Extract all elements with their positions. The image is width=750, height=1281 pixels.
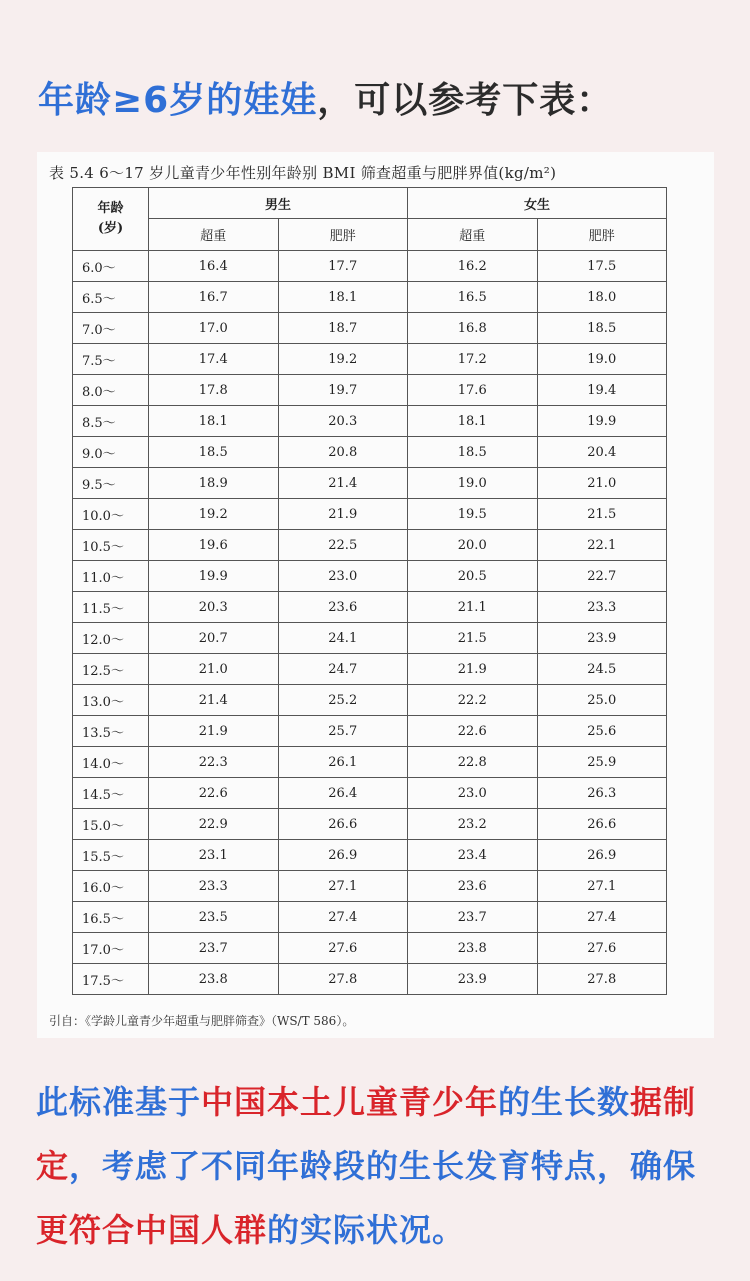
male-obese-cell: 26.1 (278, 747, 408, 778)
age-cell: 7.0～ (73, 313, 149, 344)
table-row (73, 623, 667, 654)
male-overweight-cell: 23.7 (149, 933, 279, 964)
explanation-segment: ，考虑了不同年龄段的生长发育特点，确保 (69, 1147, 697, 1185)
male-obese-header: 肥胖 (278, 219, 408, 251)
table-source: 引自：《学龄儿童青少年超重与肥胖筛查》（WS/T 586）。 (49, 1014, 355, 1028)
female-overweight-cell: 16.2 (408, 251, 538, 282)
age-cell: 6.5～ (73, 282, 149, 313)
male-obese-cell: 26.6 (278, 809, 408, 840)
male-overweight-cell: 21.0 (149, 654, 279, 685)
male-obese-cell: 22.5 (278, 530, 408, 561)
female-obese-header: 肥胖 (537, 219, 667, 251)
bmi-table (72, 187, 667, 995)
table-row (73, 437, 667, 468)
female-obese-cell: 25.0 (537, 685, 667, 716)
table-row (73, 809, 667, 840)
female-obese-cell: 22.7 (537, 561, 667, 592)
female-obese-cell: 23.3 (537, 592, 667, 623)
age-cell: 10.0～ (73, 499, 149, 530)
heading-highlight: 年龄≥6岁的娃娃 (38, 80, 318, 121)
female-obese-cell: 27.4 (537, 902, 667, 933)
table-row (73, 716, 667, 747)
table-caption: 表 5.4 6～17 岁儿童青少年性别年龄别 BMI 筛查超重与肥胖界值(kg/m²) (49, 164, 557, 182)
explanation-segment: 据制定 (36, 1083, 697, 1185)
age-cell: 14.5～ (73, 778, 149, 809)
male-overweight-cell: 21.4 (149, 685, 279, 716)
female-header: 女生 (408, 188, 667, 219)
female-obese-cell: 21.0 (537, 468, 667, 499)
male-obese-cell: 17.7 (278, 251, 408, 282)
male-obese-cell: 19.7 (278, 375, 408, 406)
female-overweight-cell: 21.1 (408, 592, 538, 623)
female-overweight-cell: 23.2 (408, 809, 538, 840)
female-overweight-cell: 23.9 (408, 964, 538, 995)
female-overweight-cell: 20.5 (408, 561, 538, 592)
table-row (73, 251, 667, 282)
female-obese-cell: 19.4 (537, 375, 667, 406)
heading-rest: ，可以参考下表： (317, 80, 614, 121)
female-obese-cell: 25.6 (537, 716, 667, 747)
female-overweight-cell: 23.4 (408, 840, 538, 871)
male-overweight-cell: 23.3 (149, 871, 279, 902)
explanation-text (36, 1070, 726, 1262)
table-row (73, 592, 667, 623)
age-cell: 8.0～ (73, 375, 149, 406)
male-obese-cell: 18.7 (278, 313, 408, 344)
age-cell: 13.0～ (73, 685, 149, 716)
female-overweight-cell: 21.5 (408, 623, 538, 654)
male-overweight-cell: 17.4 (149, 344, 279, 375)
male-obese-cell: 26.9 (278, 840, 408, 871)
male-overweight-header: 超重 (149, 219, 279, 251)
male-obese-cell: 24.1 (278, 623, 408, 654)
male-overweight-cell: 17.8 (149, 375, 279, 406)
female-overweight-cell: 17.6 (408, 375, 538, 406)
female-obese-cell: 20.4 (537, 437, 667, 468)
female-obese-cell: 18.0 (537, 282, 667, 313)
female-overweight-cell: 20.0 (408, 530, 538, 561)
table-image (37, 152, 714, 1038)
table-row (73, 499, 667, 530)
female-obese-cell: 17.5 (537, 251, 667, 282)
male-overweight-cell: 19.9 (149, 561, 279, 592)
table-row (73, 778, 667, 809)
female-overweight-cell: 18.1 (408, 406, 538, 437)
male-overweight-cell: 20.7 (149, 623, 279, 654)
female-overweight-cell: 16.5 (408, 282, 538, 313)
age-cell: 16.5～ (73, 902, 149, 933)
age-header (73, 188, 149, 251)
male-obese-cell: 20.8 (278, 437, 408, 468)
male-obese-cell: 27.8 (278, 964, 408, 995)
page-heading (38, 72, 613, 123)
male-obese-cell: 26.4 (278, 778, 408, 809)
female-overweight-cell: 17.2 (408, 344, 538, 375)
table-row (73, 282, 667, 313)
female-obese-cell: 24.5 (537, 654, 667, 685)
male-obese-cell: 24.7 (278, 654, 408, 685)
table-row (73, 933, 667, 964)
female-obese-cell: 21.5 (537, 499, 667, 530)
male-obese-cell: 25.7 (278, 716, 408, 747)
male-overweight-cell: 22.6 (149, 778, 279, 809)
explanation-segment: 此标准基于 (36, 1083, 202, 1121)
female-obese-cell: 23.9 (537, 623, 667, 654)
table-row (73, 654, 667, 685)
male-obese-cell: 23.6 (278, 592, 408, 623)
explanation-segment: 的实际状况。 (267, 1211, 466, 1249)
age-cell: 10.5～ (73, 530, 149, 561)
male-obese-cell: 21.9 (278, 499, 408, 530)
age-cell: 11.0～ (73, 561, 149, 592)
age-header-label: 年龄 (97, 201, 124, 216)
table-row (73, 468, 667, 499)
male-overweight-cell: 18.9 (149, 468, 279, 499)
male-overweight-cell: 23.8 (149, 964, 279, 995)
age-cell: 15.5～ (73, 840, 149, 871)
table-row (73, 530, 667, 561)
table-row (73, 902, 667, 933)
table-row (73, 840, 667, 871)
female-overweight-header: 超重 (408, 219, 538, 251)
male-overweight-cell: 23.5 (149, 902, 279, 933)
female-overweight-cell: 23.7 (408, 902, 538, 933)
male-overweight-cell: 16.7 (149, 282, 279, 313)
male-obese-cell: 27.4 (278, 902, 408, 933)
male-header: 男生 (149, 188, 408, 219)
female-overweight-cell: 21.9 (408, 654, 538, 685)
male-obese-cell: 27.6 (278, 933, 408, 964)
age-cell: 9.5～ (73, 468, 149, 499)
age-cell: 16.0～ (73, 871, 149, 902)
age-cell: 7.5～ (73, 344, 149, 375)
female-overweight-cell: 18.5 (408, 437, 538, 468)
table-row (73, 685, 667, 716)
male-overweight-cell: 19.6 (149, 530, 279, 561)
female-overweight-cell: 19.0 (408, 468, 538, 499)
age-cell: 12.5～ (73, 654, 149, 685)
male-overweight-cell: 19.2 (149, 499, 279, 530)
age-cell: 12.0～ (73, 623, 149, 654)
female-overweight-cell: 19.5 (408, 499, 538, 530)
female-overweight-cell: 22.6 (408, 716, 538, 747)
table-row (73, 747, 667, 778)
male-obese-cell: 18.1 (278, 282, 408, 313)
female-obese-cell: 22.1 (537, 530, 667, 561)
male-overweight-cell: 18.1 (149, 406, 279, 437)
bmi-table-body (73, 251, 667, 995)
male-overweight-cell: 21.9 (149, 716, 279, 747)
table-row (73, 344, 667, 375)
male-obese-cell: 19.2 (278, 344, 408, 375)
female-obese-cell: 27.8 (537, 964, 667, 995)
age-cell: 11.5～ (73, 592, 149, 623)
explanation-segment: 更符合中国人群 (36, 1211, 268, 1249)
table-row (73, 406, 667, 437)
female-overweight-cell: 23.8 (408, 933, 538, 964)
explanation-segment: 的生长数 (498, 1083, 631, 1121)
table-row (73, 964, 667, 995)
age-cell: 8.5～ (73, 406, 149, 437)
female-overweight-cell: 23.6 (408, 871, 538, 902)
female-obese-cell: 25.9 (537, 747, 667, 778)
male-overweight-cell: 17.0 (149, 313, 279, 344)
age-cell: 17.0～ (73, 933, 149, 964)
female-overweight-cell: 22.2 (408, 685, 538, 716)
age-cell: 6.0～ (73, 251, 149, 282)
male-overweight-cell: 20.3 (149, 592, 279, 623)
explanation-segment: 中国本土儿童青少年 (201, 1083, 499, 1121)
female-obese-cell: 26.6 (537, 809, 667, 840)
male-obese-cell: 20.3 (278, 406, 408, 437)
age-cell: 15.0～ (73, 809, 149, 840)
male-overweight-cell: 16.4 (149, 251, 279, 282)
female-obese-cell: 27.1 (537, 871, 667, 902)
table-row (73, 313, 667, 344)
male-overweight-cell: 22.3 (149, 747, 279, 778)
age-header-unit: (岁) (97, 221, 124, 236)
table-row (73, 375, 667, 406)
male-obese-cell: 23.0 (278, 561, 408, 592)
female-overweight-cell: 23.0 (408, 778, 538, 809)
male-obese-cell: 27.1 (278, 871, 408, 902)
male-overweight-cell: 23.1 (149, 840, 279, 871)
age-cell: 17.5～ (73, 964, 149, 995)
female-obese-cell: 27.6 (537, 933, 667, 964)
female-overweight-cell: 22.8 (408, 747, 538, 778)
female-obese-cell: 19.0 (537, 344, 667, 375)
female-obese-cell: 18.5 (537, 313, 667, 344)
male-obese-cell: 21.4 (278, 468, 408, 499)
female-overweight-cell: 16.8 (408, 313, 538, 344)
table-row (73, 871, 667, 902)
female-obese-cell: 26.9 (537, 840, 667, 871)
male-overweight-cell: 22.9 (149, 809, 279, 840)
age-cell: 9.0～ (73, 437, 149, 468)
age-cell: 13.5～ (73, 716, 149, 747)
female-obese-cell: 26.3 (537, 778, 667, 809)
age-cell: 14.0～ (73, 747, 149, 778)
female-obese-cell: 19.9 (537, 406, 667, 437)
male-obese-cell: 25.2 (278, 685, 408, 716)
male-overweight-cell: 18.5 (149, 437, 279, 468)
table-row (73, 561, 667, 592)
